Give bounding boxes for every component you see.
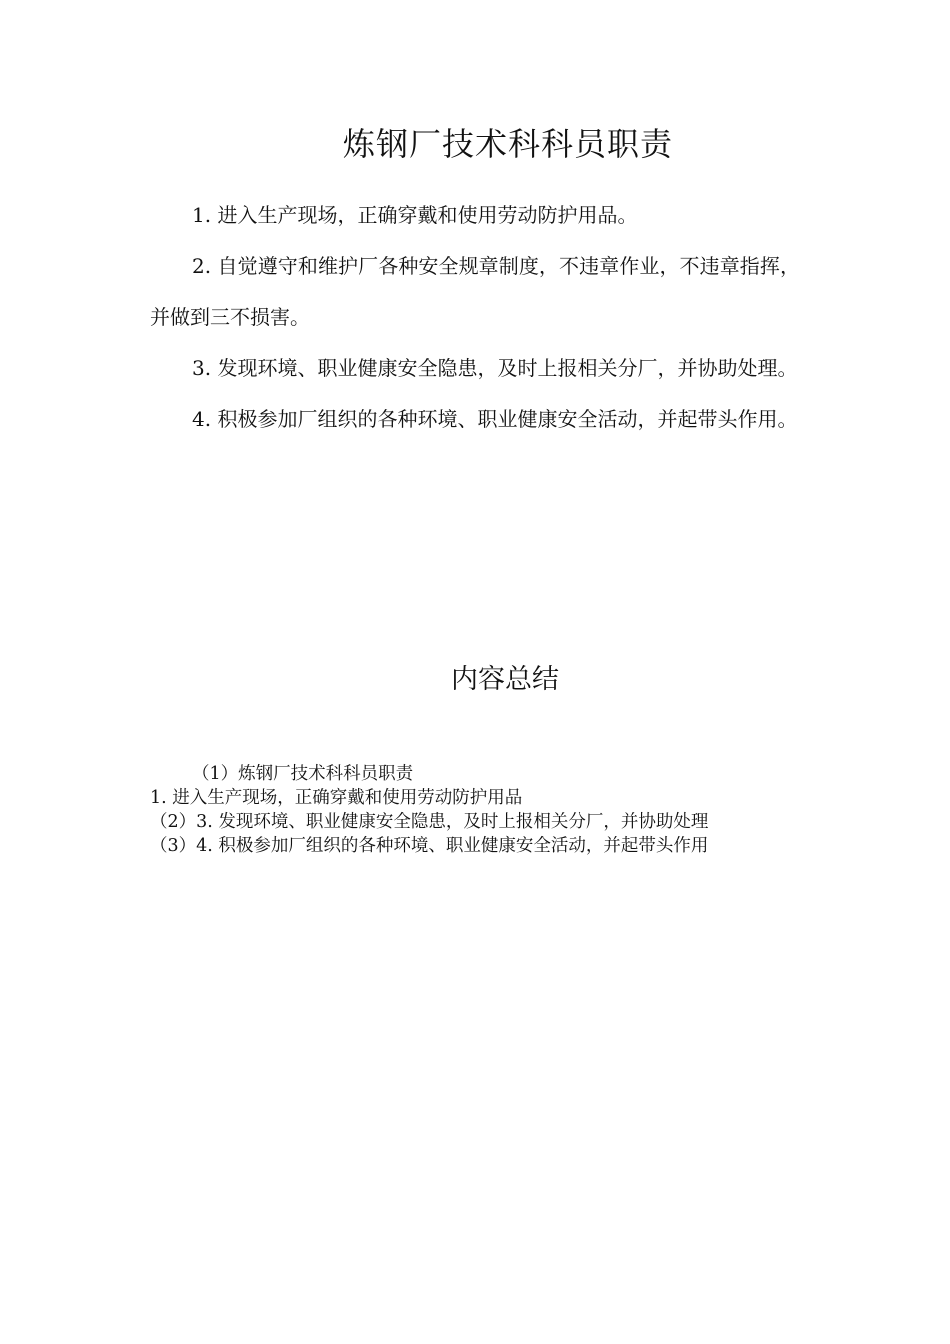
summary-line-1: （1）炼钢厂技术科科员职责 — [192, 764, 414, 784]
duty-paragraph-2: 2. 自觉遵守和维护厂各种安全规章制度，不违章作业，不违章指挥，并做到三不损害。 — [150, 254, 800, 329]
duty-paragraph-4: 4. 积极参加厂组织的各种环境、职业健康安全活动，并起带头作用。 — [192, 407, 798, 431]
summary-line-2: 1. 进入生产现场，正确穿戴和使用劳动防护用品 — [150, 788, 523, 808]
summary-line-3: （2）3. 发现环境、职业健康安全隐患，及时上报相关分厂，并协助处理 — [150, 812, 709, 832]
duty-paragraph-3: 3. 发现环境、职业健康安全隐患，及时上报相关分厂，并协助处理。 — [192, 356, 798, 380]
document-body — [150, 190, 800, 445]
summary-body — [150, 762, 790, 858]
duty-paragraph-1: 1. 进入生产现场，正确穿戴和使用劳动防护用品。 — [192, 203, 638, 227]
summary-title: 内容总结 — [451, 664, 559, 695]
summary-line-4: （3）4. 积极参加厂组织的各种环境、职业健康安全活动，并起带头作用 — [150, 836, 709, 856]
document-title: 炼钢厂技术科科员职责 — [342, 125, 673, 163]
